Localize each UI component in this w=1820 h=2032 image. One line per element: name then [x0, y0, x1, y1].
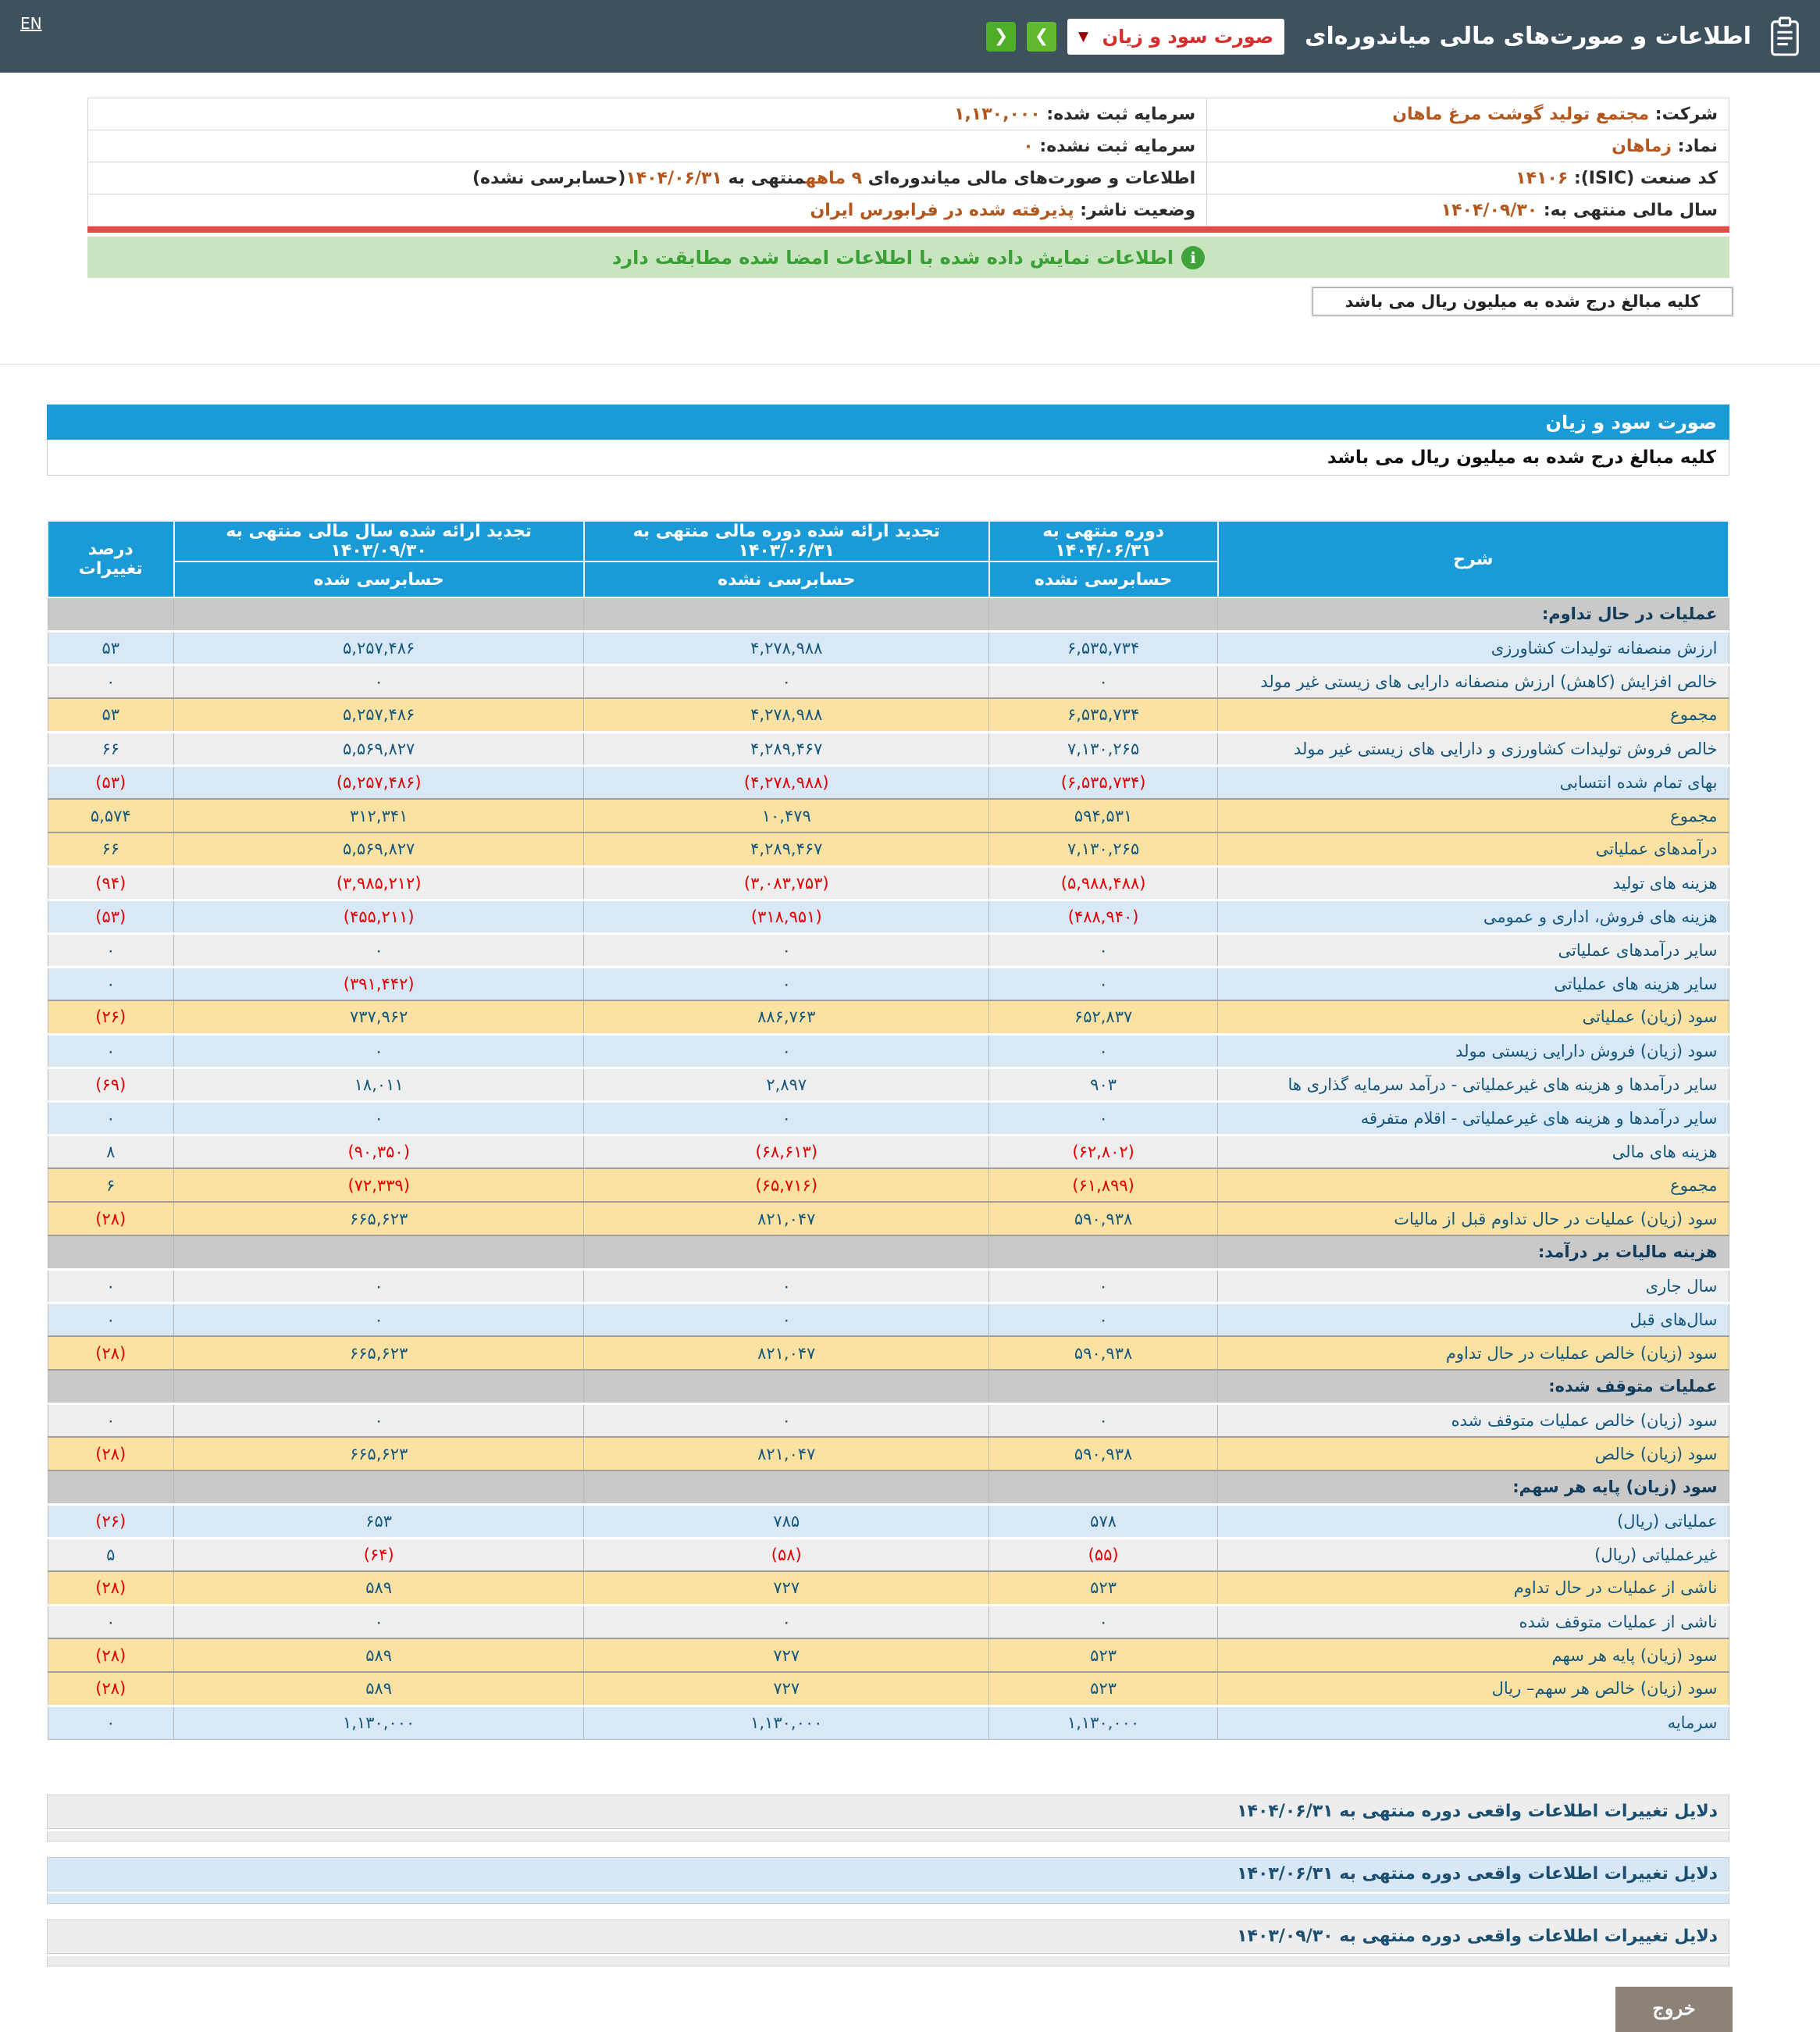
row-label: سایر درآمدها و هزینه های غیرعملیاتی - اقلام متفرقه: [1218, 1101, 1729, 1135]
section-row: [48, 1235, 1729, 1269]
value-cell: ۵۹۰,۹۳۸: [989, 1202, 1218, 1235]
value-cell: ۰: [989, 1034, 1218, 1068]
header-col1-period: دوره منتهی به ۱۴۰۴/۰۶/۳۱: [989, 521, 1218, 561]
value-cell: (۵۳): [48, 900, 174, 933]
info-value: مجتمع تولید گوشت مرغ ماهان: [1392, 104, 1650, 124]
value-cell: ۰: [174, 1101, 584, 1135]
section-row: [48, 597, 1729, 631]
row-label: هزینه های تولید: [1218, 866, 1729, 900]
company-info-row: [88, 130, 1729, 162]
table-row: [48, 1336, 1729, 1370]
value-cell: (۳۹۱,۴۴۲): [174, 967, 584, 1000]
header-col1-audit: حسابرسی نشده: [989, 561, 1218, 597]
table-row: [48, 1638, 1729, 1672]
value-cell: ۶۶: [48, 732, 174, 765]
value-cell: ۰: [48, 1605, 174, 1638]
value-cell: [174, 1471, 584, 1504]
value-cell: ۰: [584, 967, 989, 1000]
value-cell: (۶۱,۸۹۹): [989, 1168, 1218, 1202]
row-label: سود (زیان) خالص هر سهم– ریال: [1218, 1672, 1729, 1706]
value-cell: [989, 597, 1218, 631]
value-cell: ۰: [584, 1269, 989, 1303]
header-col2-audit: حسابرسی نشده: [584, 561, 989, 597]
table-row: [48, 1000, 1729, 1034]
row-label: سال‌های قبل: [1218, 1303, 1729, 1336]
value-cell: ۰: [48, 967, 174, 1000]
header-col3-audit: حسابرسی شده: [174, 561, 584, 597]
row-label: سود (زیان) پایه هر سهم:: [1218, 1471, 1729, 1504]
value-cell: ۸۲۱,۰۴۷: [584, 1202, 989, 1235]
footer-links: [47, 1795, 1729, 1966]
value-cell: (۲۸): [48, 1336, 174, 1370]
company-info-cell-left: [88, 98, 1207, 130]
row-label: مجموع: [1218, 799, 1729, 832]
income-statement-table: [47, 520, 1729, 1740]
value-cell: ۵۹۰,۹۳۸: [989, 1336, 1218, 1370]
info-label: سرمایه ثبت نشده:: [1033, 136, 1196, 156]
header-pct-change: درصد تغییرات: [48, 521, 174, 597]
value-cell: ۱۸,۰۱۱: [174, 1068, 584, 1101]
table-row: [48, 698, 1729, 732]
table-row: [48, 1068, 1729, 1101]
row-label: سود (زیان) خالص: [1218, 1437, 1729, 1471]
value-cell: ۵,۵۶۹,۸۲۷: [174, 732, 584, 765]
row-label: هزینه های فروش، اداری و عمومی: [1218, 900, 1729, 933]
value-cell: [584, 1370, 989, 1403]
table-row: [48, 866, 1729, 900]
value-cell: ۰: [174, 1605, 584, 1638]
value-cell: ۶: [48, 1168, 174, 1202]
row-label: سود (زیان) خالص عملیات در حال تداوم: [1218, 1336, 1729, 1370]
value-cell: ۵۲۳: [989, 1638, 1218, 1672]
row-label: بهای تمام شده انتسابی: [1218, 765, 1729, 799]
value-cell: ۰: [989, 933, 1218, 967]
row-label: عملیات متوقف شده:: [1218, 1370, 1729, 1403]
value-cell: ۰: [989, 1303, 1218, 1336]
header-col2-period: تجدید ارائه شده دوره مالی منتهی به ۱۴۰۳/۰۶/۳۱: [584, 521, 989, 561]
company-info-row: [88, 162, 1729, 194]
value-cell: (۴۵۵,۲۱۱): [174, 900, 584, 933]
value-cell: ۷,۱۳۰,۲۶۵: [989, 732, 1218, 765]
value-cell: ۰: [48, 665, 174, 698]
info-value: پذیرفته شده در فرابورس ایران: [810, 200, 1074, 220]
info-value: ۹ ماهه: [805, 168, 863, 188]
value-cell: ۸: [48, 1135, 174, 1168]
company-info-cell-left: [88, 194, 1207, 226]
page-title: اطلاعات و صورت‌های مالی میاندوره‌ای: [1305, 23, 1751, 50]
table-row: [48, 799, 1729, 832]
company-info-cell-left: [88, 162, 1207, 194]
info-value: ۱۴۱۰۶: [1515, 168, 1569, 188]
info-value: ۱,۱۳۰,۰۰۰: [954, 104, 1041, 124]
value-cell: ۵۸۹: [174, 1638, 584, 1672]
header-desc: شرح: [1218, 521, 1729, 597]
value-cell: ۶۶: [48, 832, 174, 866]
info-icon: i: [1181, 246, 1205, 269]
table-row: [48, 631, 1729, 665]
table-row: [48, 1605, 1729, 1638]
value-cell: (۳۱۸,۹۵۱): [584, 900, 989, 933]
value-cell: ۴,۲۷۸,۹۸۸: [584, 631, 989, 665]
table-row: [48, 1437, 1729, 1471]
table-row: [48, 1504, 1729, 1538]
value-cell: ۰: [48, 1706, 174, 1739]
info-label: شرکت:: [1649, 104, 1718, 124]
value-cell: ۱,۱۳۰,۰۰۰: [174, 1706, 584, 1739]
row-label: هزینه های مالی: [1218, 1135, 1729, 1168]
value-cell: [584, 1235, 989, 1269]
info-label: کد صنعت (ISIC):: [1568, 168, 1718, 188]
red-divider-bar: [87, 226, 1729, 233]
value-cell: ۰: [174, 1303, 584, 1336]
value-cell: ۴,۲۸۹,۴۶۷: [584, 832, 989, 866]
value-cell: ۵۸۹: [174, 1672, 584, 1706]
table-row: [48, 1571, 1729, 1605]
value-cell: ۰: [584, 1403, 989, 1437]
value-cell: ۳۱۲,۳۴۱: [174, 799, 584, 832]
value-cell: ۰: [989, 1101, 1218, 1135]
value-cell: ۷,۱۳۰,۲۶۵: [989, 832, 1218, 866]
statement-title-bar: صورت سود و زیان: [47, 405, 1729, 440]
section-divider: [0, 364, 1820, 365]
value-cell: (۵۸): [584, 1538, 989, 1571]
value-cell: [584, 597, 989, 631]
value-cell: ۰: [48, 1034, 174, 1068]
value-cell: ۰: [584, 1034, 989, 1068]
table-row: [48, 765, 1729, 799]
row-label: سرمایه: [1218, 1706, 1729, 1739]
row-label: سود (زیان) عملیاتی: [1218, 1000, 1729, 1034]
row-label: هزینه مالیات بر درآمد:: [1218, 1235, 1729, 1269]
value-cell: ۶,۵۳۵,۷۳۴: [989, 631, 1218, 665]
value-cell: ۸۲۱,۰۴۷: [584, 1437, 989, 1471]
value-cell: (۵,۲۵۷,۴۸۶): [174, 765, 584, 799]
prev-statement-button[interactable]: ❮: [986, 22, 1016, 52]
value-cell: [584, 1471, 989, 1504]
table-row: [48, 1202, 1729, 1235]
section-row: [48, 1471, 1729, 1504]
value-cell: (۶۵,۷۱۶): [584, 1168, 989, 1202]
value-cell: ۷۲۷: [584, 1638, 989, 1672]
value-cell: ۰: [989, 1403, 1218, 1437]
table-row: [48, 1269, 1729, 1303]
value-cell: ۷۸۵: [584, 1504, 989, 1538]
value-cell: ۰: [989, 1605, 1218, 1638]
value-cell: ۸۸۶,۷۶۳: [584, 1000, 989, 1034]
value-cell: ۶,۵۳۵,۷۳۴: [989, 698, 1218, 732]
value-cell: (۳,۹۸۵,۲۱۲): [174, 866, 584, 900]
info-label: (حسابرسی نشده): [472, 168, 626, 188]
row-label: سود (زیان) خالص عملیات متوقف شده: [1218, 1403, 1729, 1437]
value-cell: ۰: [989, 1269, 1218, 1303]
value-cell: ۰: [174, 1269, 584, 1303]
statement-table-header: [48, 521, 1729, 597]
units-note-box: کلیه مبالغ درج شده به میلیون ریال می باشد: [1312, 287, 1733, 315]
info-label: اطلاعات و صورت‌های مالی میاندوره‌ای: [862, 168, 1196, 188]
row-label: ارزش منصفانه تولیدات کشاورزی: [1218, 631, 1729, 665]
company-info-body: [88, 98, 1729, 226]
value-cell: ۵,۵۷۴: [48, 799, 174, 832]
value-cell: (۶,۵۳۵,۷۳۴): [989, 765, 1218, 799]
value-cell: ۵۷۸: [989, 1504, 1218, 1538]
table-row: [48, 1303, 1729, 1336]
row-label: درآمدهای عملیاتی: [1218, 832, 1729, 866]
value-cell: ۰: [989, 967, 1218, 1000]
footer-link-strip: [47, 1831, 1729, 1841]
info-label: نماد:: [1671, 136, 1718, 156]
statement-table-body: [48, 597, 1729, 1739]
row-label: غیرعملیاتی (ریال): [1218, 1538, 1729, 1571]
value-cell: ۰: [48, 1101, 174, 1135]
value-cell: (۲۸): [48, 1571, 174, 1605]
row-label: سایر درآمدها و هزینه های غیرعملیاتی - درآمد سرمایه گذاری ها: [1218, 1068, 1729, 1101]
value-cell: ۵۹۰,۹۳۸: [989, 1437, 1218, 1471]
table-row: [48, 832, 1729, 866]
value-cell: [48, 1235, 174, 1269]
footer-link-label[interactable]: دلایل تغییرات اطلاعات واقعی دوره منتهی به ۱۴۰۴/۰۶/۳۱: [47, 1795, 1729, 1829]
value-cell: ۰: [174, 665, 584, 698]
value-cell: [48, 597, 174, 631]
value-cell: (۴۸۸,۹۴۰): [989, 900, 1218, 933]
info-value: ۱۴۰۴/۰۹/۳۰: [1441, 200, 1538, 220]
table-row: [48, 933, 1729, 967]
value-cell: (۴,۲۷۸,۹۸۸): [584, 765, 989, 799]
row-label: سود (زیان) عملیات در حال تداوم قبل از مالیات: [1218, 1202, 1729, 1235]
footer-link-strip: [47, 1894, 1729, 1904]
value-cell: ۶۶۵,۶۲۳: [174, 1336, 584, 1370]
value-cell: ۰: [584, 1303, 989, 1336]
signature-match-notice: [87, 237, 1729, 278]
value-cell: ۶۶۵,۶۲۳: [174, 1202, 584, 1235]
value-cell: ۱,۱۳۰,۰۰۰: [989, 1706, 1218, 1739]
row-label: عملیات در حال تداوم:: [1218, 597, 1729, 631]
value-cell: (۵۳): [48, 765, 174, 799]
value-cell: (۳,۰۸۳,۷۵۳): [584, 866, 989, 900]
value-cell: (۹۰,۳۵۰): [174, 1135, 584, 1168]
footer-link[interactable]: [47, 1920, 1729, 1966]
value-cell: (۵۵): [989, 1538, 1218, 1571]
value-cell: ۲,۸۹۷: [584, 1068, 989, 1101]
footer-link[interactable]: [47, 1795, 1729, 1841]
company-info-row: [88, 194, 1729, 226]
row-label: سود (زیان) فروش دارایی زیستی مولد: [1218, 1034, 1729, 1068]
row-label: ناشی از عملیات در حال تداوم: [1218, 1571, 1729, 1605]
value-cell: ۰: [584, 1101, 989, 1135]
row-label: خالص افزایش (کاهش) ارزش منصفانه دارایی های زیستی غیر مولد: [1218, 665, 1729, 698]
table-row: [48, 665, 1729, 698]
value-cell: (۲۸): [48, 1672, 174, 1706]
table-row: [48, 1538, 1729, 1571]
company-info-cell-left: [88, 130, 1207, 162]
top-bar: [0, 0, 1820, 73]
table-row: [48, 1706, 1729, 1739]
info-value: ۰: [1023, 136, 1034, 156]
value-cell: ۷۲۷: [584, 1571, 989, 1605]
value-cell: (۲۸): [48, 1202, 174, 1235]
value-cell: ۰: [48, 1303, 174, 1336]
value-cell: [174, 1370, 584, 1403]
next-statement-button[interactable]: ❯: [1027, 22, 1056, 52]
exit-button[interactable]: خروج: [1615, 1987, 1733, 2032]
info-label: سال مالی منتهی به:: [1537, 200, 1718, 220]
value-cell: (۶۹): [48, 1068, 174, 1101]
header-col3-period: تجدید ارائه شده سال مالی منتهی به ۱۴۰۳/۰۹/۳۰: [174, 521, 584, 561]
footer-link[interactable]: [47, 1857, 1729, 1904]
row-label: مجموع: [1218, 1168, 1729, 1202]
value-cell: [48, 1471, 174, 1504]
row-label: خالص فروش تولیدات کشاورزی و دارایی های زیستی غیر مولد: [1218, 732, 1729, 765]
value-cell: ۶۵۳: [174, 1504, 584, 1538]
value-cell: ۸۲۱,۰۴۷: [584, 1336, 989, 1370]
value-cell: ۰: [48, 1403, 174, 1437]
value-cell: ۵,۲۵۷,۴۸۶: [174, 631, 584, 665]
value-cell: ۵۲۳: [989, 1672, 1218, 1706]
value-cell: ۵: [48, 1538, 174, 1571]
row-label: سایر درآمدهای عملیاتی: [1218, 933, 1729, 967]
value-cell: (۲۶): [48, 1000, 174, 1034]
company-info-table: [87, 98, 1729, 226]
value-cell: (۶۸,۶۱۳): [584, 1135, 989, 1168]
chevron-down-icon: ▼: [1078, 28, 1089, 45]
clipboard-icon: [1764, 15, 1803, 59]
row-label: عملیاتی (ریال): [1218, 1504, 1729, 1538]
table-row: [48, 732, 1729, 765]
value-cell: ۵۳: [48, 631, 174, 665]
footer-link-strip: [47, 1956, 1729, 1966]
value-cell: ۵,۵۶۹,۸۲۷: [174, 832, 584, 866]
value-cell: ۹۰۳: [989, 1068, 1218, 1101]
value-cell: [174, 1235, 584, 1269]
value-cell: ۵۲۳: [989, 1571, 1218, 1605]
table-row: [48, 1168, 1729, 1202]
value-cell: ۰: [174, 1034, 584, 1068]
value-cell: (۲۸): [48, 1638, 174, 1672]
row-label: سایر هزینه های عملیاتی: [1218, 967, 1729, 1000]
value-cell: ۶۵۲,۸۳۷: [989, 1000, 1218, 1034]
value-cell: ۰: [584, 933, 989, 967]
row-label: سال جاری: [1218, 1269, 1729, 1303]
value-cell: ۷۲۷: [584, 1672, 989, 1706]
company-info-cell-right: [1207, 194, 1729, 226]
value-cell: ۰: [48, 1269, 174, 1303]
company-info-row: [88, 98, 1729, 130]
table-row: [48, 1101, 1729, 1135]
value-cell: ۰: [48, 933, 174, 967]
value-cell: ۵۹۴,۵۳۱: [989, 799, 1218, 832]
value-cell: (۲۶): [48, 1504, 174, 1538]
table-row: [48, 1403, 1729, 1437]
notice-text: اطلاعات نمایش داده شده با اطلاعات امضا شده مطابقت دارد: [611, 246, 1174, 269]
value-cell: ۰: [584, 665, 989, 698]
row-label: مجموع: [1218, 698, 1729, 732]
table-row: [48, 900, 1729, 933]
info-label: سرمایه ثبت شده:: [1040, 104, 1196, 124]
statement-units-note: کلیه مبالغ درج شده به میلیون ریال می باشد: [47, 440, 1729, 476]
value-cell: ۱,۱۳۰,۰۰۰: [584, 1706, 989, 1739]
value-cell: ۴,۲۸۹,۴۶۷: [584, 732, 989, 765]
footer-link-label[interactable]: دلایل تغییرات اطلاعات واقعی دوره منتهی به ۱۴۰۳/۰۶/۳۱: [47, 1857, 1729, 1891]
value-cell: ۵۸۹: [174, 1571, 584, 1605]
language-toggle-en[interactable]: EN: [20, 14, 42, 33]
value-cell: ۴,۲۷۸,۹۸۸: [584, 698, 989, 732]
info-label: منتهی به: [721, 168, 806, 188]
info-value: زماهان: [1612, 136, 1672, 156]
table-row: [48, 1034, 1729, 1068]
value-cell: ۵۳: [48, 698, 174, 732]
value-cell: [174, 597, 584, 631]
value-cell: (۹۴): [48, 866, 174, 900]
statement-select[interactable]: [1067, 19, 1284, 55]
info-value: ۱۴۰۴/۰۶/۳۱: [625, 168, 722, 188]
row-label: سود (زیان) پایه هر سهم: [1218, 1638, 1729, 1672]
value-cell: (۶۴): [174, 1538, 584, 1571]
company-info-cell-right: [1207, 162, 1729, 194]
value-cell: (۲۸): [48, 1437, 174, 1471]
value-cell: ۵,۲۵۷,۴۸۶: [174, 698, 584, 732]
value-cell: [48, 1370, 174, 1403]
value-cell: (۶۲,۸۰۲): [989, 1135, 1218, 1168]
info-label: وضعیت ناشر:: [1074, 200, 1196, 220]
value-cell: (۵,۹۸۸,۴۸۸): [989, 866, 1218, 900]
value-cell: [989, 1370, 1218, 1403]
statement-select-value: صورت سود و زیان: [1102, 25, 1274, 48]
section-row: [48, 1370, 1729, 1403]
value-cell: ۰: [174, 1403, 584, 1437]
value-cell: ۷۳۷,۹۶۲: [174, 1000, 584, 1034]
row-label: ناشی از عملیات متوقف شده: [1218, 1605, 1729, 1638]
value-cell: ۰: [174, 933, 584, 967]
table-row: [48, 1672, 1729, 1706]
value-cell: [989, 1235, 1218, 1269]
value-cell: ۰: [989, 665, 1218, 698]
value-cell: ۱۰,۴۷۹: [584, 799, 989, 832]
company-info-cell-right: [1207, 98, 1729, 130]
table-row: [48, 1135, 1729, 1168]
value-cell: (۷۲,۳۳۹): [174, 1168, 584, 1202]
company-info-cell-right: [1207, 130, 1729, 162]
table-row: [48, 967, 1729, 1000]
value-cell: ۰: [584, 1605, 989, 1638]
value-cell: ۶۶۵,۶۲۳: [174, 1437, 584, 1471]
value-cell: [989, 1471, 1218, 1504]
footer-link-label[interactable]: دلایل تغییرات اطلاعات واقعی دوره منتهی به ۱۴۰۳/۰۹/۳۰: [47, 1920, 1729, 1954]
